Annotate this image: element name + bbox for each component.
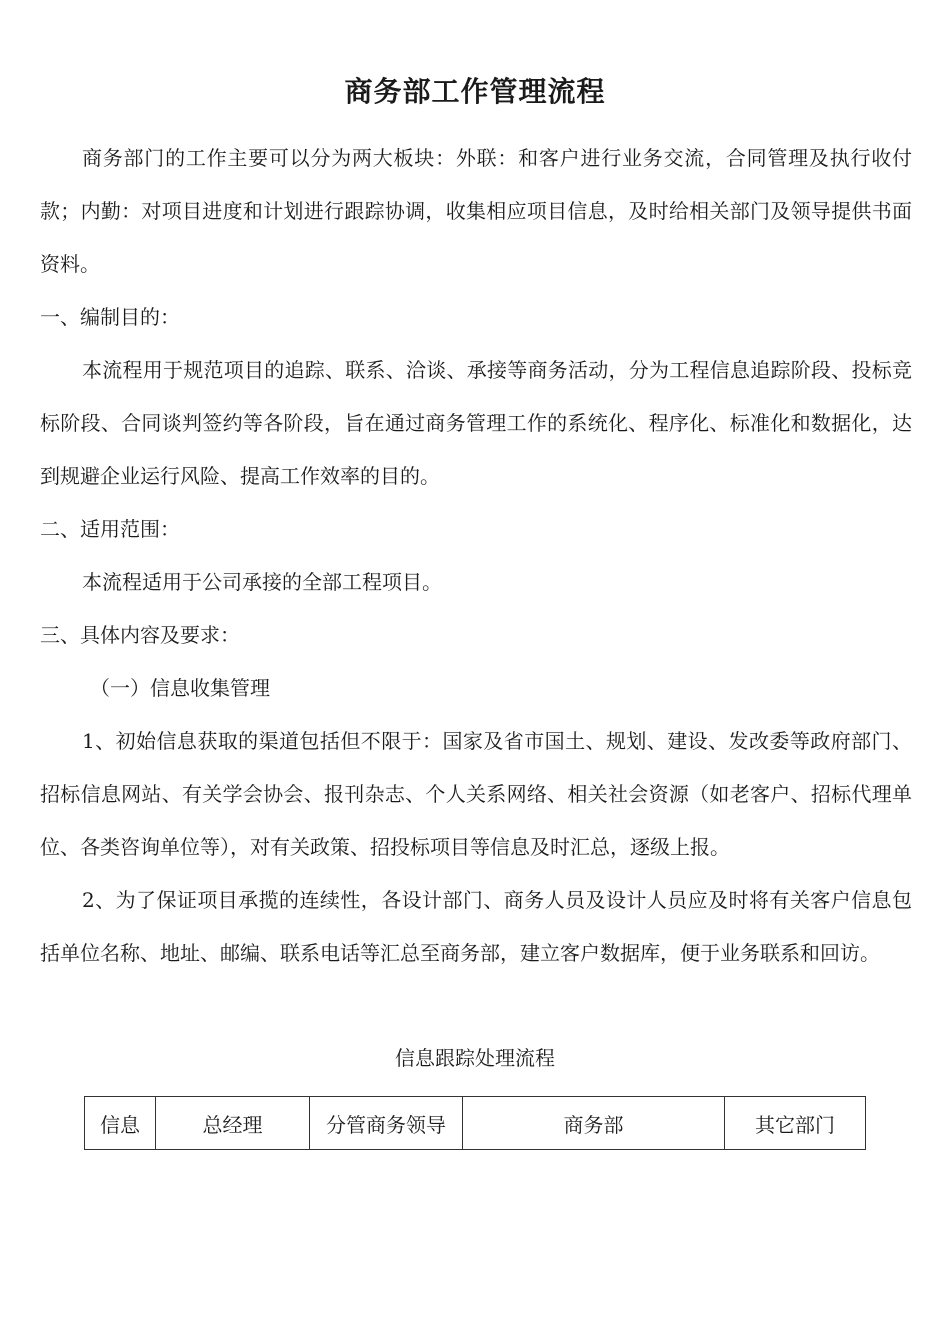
subsection-heading-info-collection: （一）信息收集管理 bbox=[90, 676, 270, 700]
section-heading-purpose: 一、编制目的： bbox=[40, 305, 180, 329]
flow-header-general-manager: 总经理 bbox=[156, 1097, 310, 1150]
list-item-2: 2、为了保证项目承揽的连续性，各设计部门、商务人员及设计人员应及时将有关客户信息包括单位名称、地址、邮编、联系电话等汇总至商务部，建立客户数据库，便于业务联系和回访。 bbox=[40, 888, 912, 965]
document-body bbox=[40, 132, 912, 980]
list-item-1: 1、初始信息获取的渠道包括但不限于：国家及省市国土、规划、建设、发改委等政府部门、招标信息网站、有关学会协会、报刊杂志、个人关系网络、相关社会资源（如老客户、招标代理单位、各类咨询单位等），对有关政策、招投标项目等信息及时汇总，逐级上报。 bbox=[40, 729, 912, 859]
flow-header-other-depts: 其它部门 bbox=[725, 1097, 866, 1150]
intro-paragraph: 商务部门的工作主要可以分为两大板块：外联：和客户进行业务交流，合同管理及执行收付款；内勤：对项目进度和计划进行跟踪协调，收集相应项目信息，及时给相关部门及领导提供书面资料。 bbox=[40, 146, 912, 276]
flow-table-header-row bbox=[85, 1097, 866, 1150]
flow-header-info: 信息 bbox=[85, 1097, 156, 1150]
flow-table-title: 信息跟踪处理流程 bbox=[395, 1046, 555, 1070]
section-heading-scope: 二、适用范围： bbox=[40, 517, 180, 541]
flow-header-business-lead: 分管商务领导 bbox=[310, 1097, 463, 1150]
flow-header-business-dept: 商务部 bbox=[463, 1097, 725, 1150]
scope-paragraph: 本流程适用于公司承接的全部工程项目。 bbox=[82, 570, 442, 594]
document-title: 商务部工作管理流程 bbox=[344, 75, 606, 108]
section-heading-requirements: 三、具体内容及要求： bbox=[40, 623, 240, 647]
purpose-paragraph: 本流程用于规范项目的追踪、联系、洽谈、承接等商务活动，分为工程信息追踪阶段、投标竞标阶段、合同谈判签约等各阶段，旨在通过商务管理工作的系统化、程序化、标准化和数据化，达到规避企业运行风险、提高工作效率的目的。 bbox=[40, 358, 912, 488]
flow-table bbox=[84, 1096, 866, 1150]
